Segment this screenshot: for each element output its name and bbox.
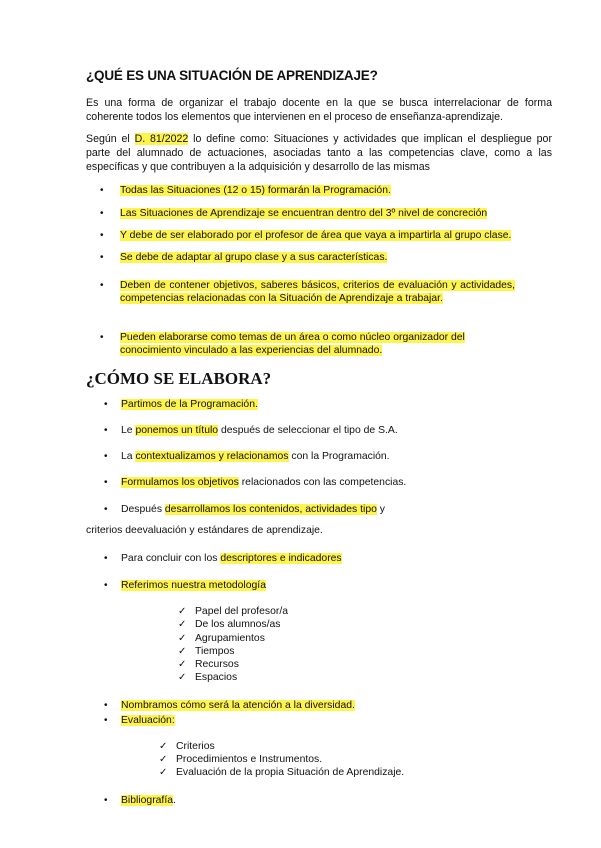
checklist-item: ✓ Papel del profesor/a [178, 606, 288, 617]
list-item: • Y debe de ser elaborado por el profesor de área que vaya a impartirla al grupo clase. [100, 230, 512, 241]
text-prefix: Según el [86, 133, 135, 145]
decree-reference: D. 81/2022 [134, 133, 189, 145]
paragraph-definition: Es una forma de organizar el trabajo docente en la que se busca interrelacionar de forma coherente todos los elementos que intervienen en el proceso de enseñanza-aprendizaje. [86, 97, 552, 123]
bullet-icon: • [100, 230, 104, 241]
list-item: • Para concluir con los descriptores e indicadores [104, 553, 342, 564]
list-item: • Se debe de adaptar al grupo clase y a sus características. [100, 252, 388, 263]
bullet-icon: • [100, 332, 104, 343]
list-item: • Le ponemos un título después de seleccionar el tipo de S.A. [104, 425, 398, 436]
check-icon: ✓ [159, 767, 168, 778]
list-item-continuation: criterios deevaluación y estándares de aprendizaje. [86, 525, 323, 536]
checklist-item: ✓ Procedimientos e Instrumentos. [159, 754, 323, 765]
bullet-icon: • [104, 504, 108, 515]
list-item: • Bibliografía. [104, 795, 176, 806]
check-icon: ✓ [159, 741, 168, 752]
bullet-icon: • [104, 425, 108, 436]
checklist-item: ✓ Evaluación de la propia Situación de Aprendizaje. [159, 767, 405, 778]
bullet-icon: • [104, 477, 108, 488]
list-item: • La contextualizamos y relacionamos con la Programación. [104, 451, 390, 462]
check-icon: ✓ [178, 672, 187, 683]
checklist-item: ✓ Espacios [178, 672, 238, 683]
bullet-icon: • [104, 399, 108, 410]
list-item: • Deben de contener objetivos, saberes básicos, criterios de evaluación y actividades, competencias relacionadas con la Situación de Aprendizaje a trabajar. [100, 280, 515, 304]
checklist-item: ✓ De los alumnos/as [178, 619, 281, 630]
check-icon: ✓ [178, 619, 187, 630]
check-icon: ✓ [178, 659, 187, 670]
checklist-item: ✓ Tiempos [178, 646, 235, 657]
list-item: • Las Situaciones de Aprendizaje se encuentran dentro del 3º nivel de concreción [100, 208, 488, 219]
list-item: • Referimos nuestra metodología [104, 580, 266, 591]
paragraph-decree [86, 132, 552, 174]
checklist-item: ✓ Recursos [178, 659, 239, 670]
checklist-item: ✓ Agrupamientos [178, 633, 265, 644]
list-item: • Nombramos cómo será la atención a la diversidad. [104, 700, 355, 711]
list-item: • Partimos de la Programación. [104, 399, 258, 410]
bullet-icon: • [100, 208, 104, 219]
section-title-what-is: ¿QUÉ ES UNA SITUACIÓN DE APRENDIZAJE? [86, 68, 378, 83]
list-item: • Formulamos los objetivos relacionados con las competencias. [104, 477, 407, 488]
list-item: • Después desarrollamos los contenidos, actividades tipo y [104, 504, 385, 515]
check-icon: ✓ [178, 606, 187, 617]
list-item: • Pueden elaborarse como temas de un área o como núcleo organizador del conocimiento vinculado a las experiencias del alumnado. [100, 332, 465, 356]
check-icon: ✓ [159, 754, 168, 765]
bullet-icon: • [100, 252, 104, 263]
list-item: • Evaluación: [104, 715, 175, 726]
text-rest: lo define como: Situaciones y actividades que implican el despliegue por parte del alumnado de actuaciones, asociadas tanto a las competencias clave, como a las específicas y que contribuyen a la adquisición y desarrollo de las mismas [86, 133, 552, 173]
checklist-item: ✓ Criterios [159, 741, 215, 752]
list-item: • Todas las Situaciones (12 o 15) formarán la Programación. [100, 185, 391, 196]
bullet-icon: • [100, 280, 104, 291]
bullet-icon: • [104, 553, 108, 564]
check-icon: ✓ [178, 633, 187, 644]
section-title-how: ¿CÓMO SE ELABORA? [86, 369, 272, 388]
bullet-icon: • [100, 185, 104, 196]
bullet-icon: • [104, 795, 108, 806]
check-icon: ✓ [178, 646, 187, 657]
bullet-icon: • [104, 580, 108, 591]
bullet-icon: • [104, 715, 108, 726]
bullet-icon: • [104, 700, 108, 711]
bullet-icon: • [104, 451, 108, 462]
